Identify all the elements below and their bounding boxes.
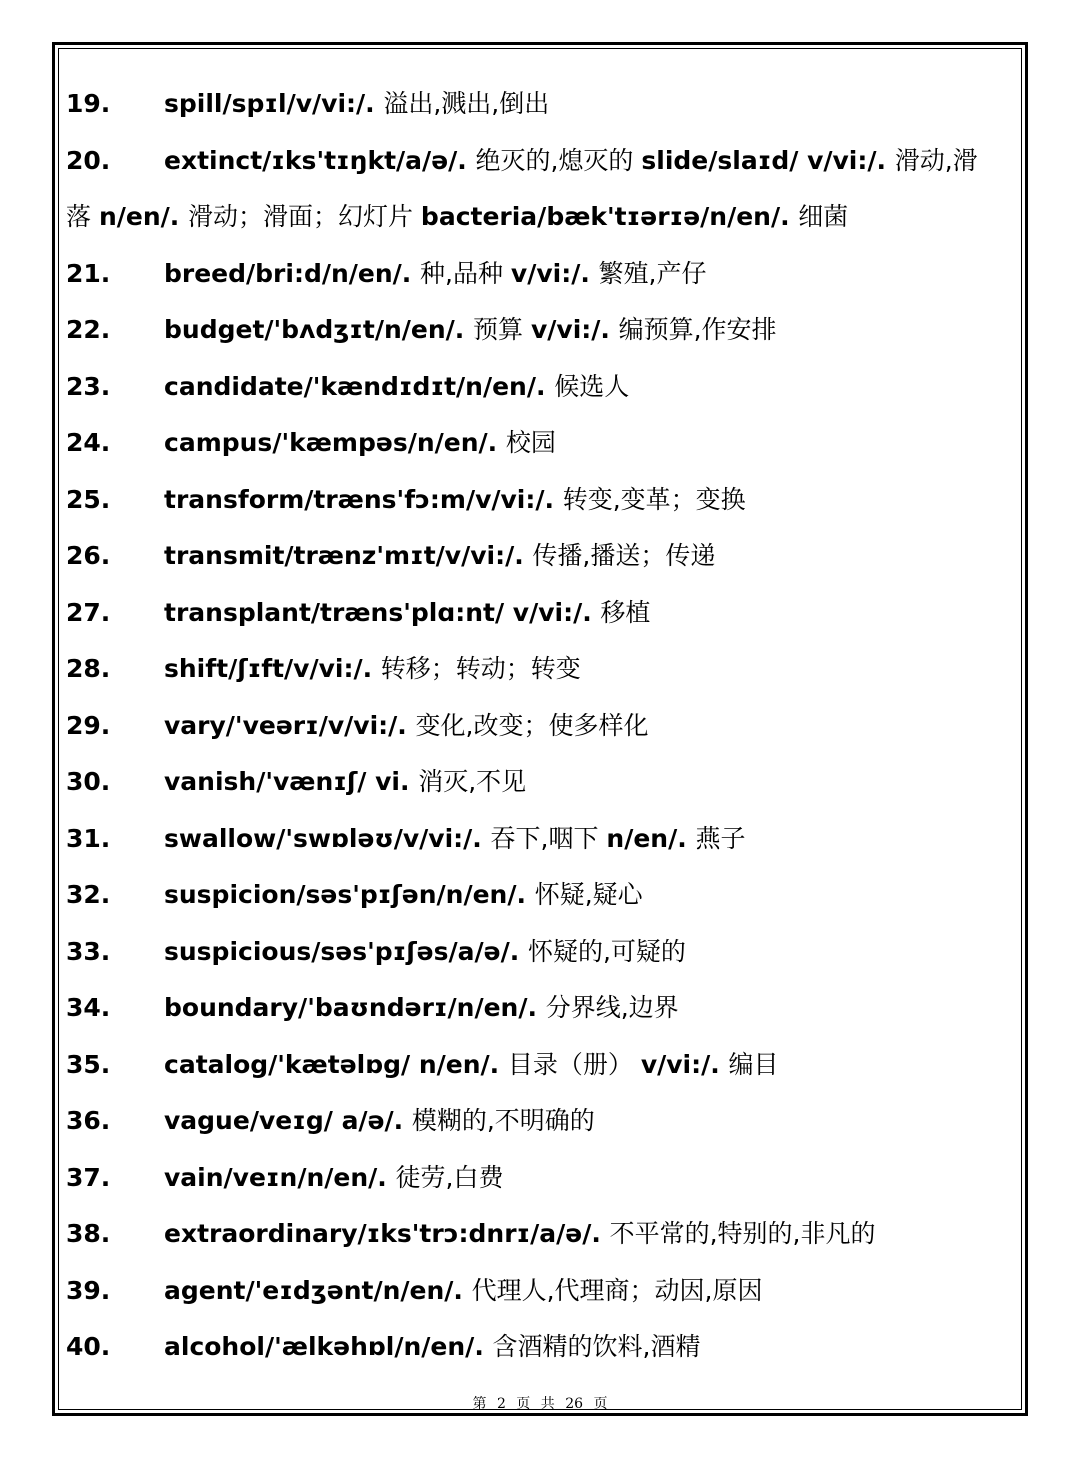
english-term: extraordinary/ɪks'trɔ:dnrɪ/a/ə/. <box>164 1219 610 1248</box>
vocab-row <box>66 1150 1010 1207</box>
entry-text <box>164 472 1010 529</box>
chinese-definition: 燕子 <box>695 823 746 853</box>
entry-number: 36. <box>66 1106 111 1135</box>
vocab-row <box>66 359 1010 416</box>
english-term: budget/'bʌdʒɪt/n/en/. <box>164 315 474 344</box>
chinese-definition: 溢出,溅出,倒出 <box>383 89 550 118</box>
vocab-row <box>66 76 1010 133</box>
chinese-definition: 怀疑,疑心 <box>534 880 643 909</box>
chinese-definition: 变化,改变；使多样化 <box>415 710 649 740</box>
entry-number: 29. <box>66 710 111 740</box>
chinese-definition: 含酒精的饮料,酒精 <box>492 1332 701 1361</box>
english-term: transform/træns'fɔ:m/v/vi:/. <box>164 484 563 514</box>
english-term: candidate/'kændɪdɪt/n/en/. <box>164 371 555 401</box>
chinese-definition: 徒劳,白费 <box>395 1162 504 1192</box>
chinese-definition: 落 <box>66 202 99 231</box>
chinese-definition: 移植 <box>600 597 651 627</box>
chinese-definition: 候选人 <box>554 371 630 401</box>
chinese-definition: 绝灭的,熄灭的 <box>475 145 642 175</box>
vocab-row <box>66 246 1010 303</box>
vocab-row <box>66 811 1010 868</box>
chinese-definition: 模糊的,不明确的 <box>411 1106 595 1135</box>
chinese-definition: 吞下,咽下 <box>490 823 607 853</box>
english-term: agent/'eɪdʒənt/n/en/. <box>164 1275 472 1305</box>
entry-text <box>164 1206 1010 1263</box>
entry-number: 32. <box>66 880 111 909</box>
english-term: vary/'veərɪ/v/vi:/. <box>164 710 416 740</box>
entry-text <box>164 1319 1010 1376</box>
entry-text <box>164 76 1010 133</box>
entry-text <box>164 415 1010 472</box>
chinese-definition: 怀疑的,可疑的 <box>527 936 686 966</box>
entry-text <box>164 1263 1010 1320</box>
chinese-definition: 传播,播送；传递 <box>532 541 716 570</box>
entry-text <box>164 1093 1010 1150</box>
entry-text <box>164 585 1010 642</box>
english-term: boundary/'baʊndərɪ/n/en/. <box>164 993 546 1022</box>
chinese-definition: 繁殖,产仔 <box>598 258 707 288</box>
vocab-row <box>66 302 1010 359</box>
entry-text <box>164 698 1010 755</box>
chinese-definition: 细菌 <box>798 202 849 231</box>
entry-number: 35. <box>66 1049 111 1079</box>
entry-text <box>164 754 1010 811</box>
vocab-row <box>66 1206 1010 1263</box>
english-term: v/vi:/. <box>640 1049 729 1079</box>
english-term: shift/ʃɪft/v/vi:/. <box>164 654 381 683</box>
entry-number: 26. <box>66 541 111 570</box>
english-term: alcohol/'ælkəhɒl/n/en/. <box>164 1332 493 1361</box>
english-term: n/en/. <box>606 823 696 853</box>
entry-text <box>66 189 1010 246</box>
entry-text <box>164 1150 1010 1207</box>
entry-number: 37. <box>66 1162 111 1192</box>
entry-number: 30. <box>66 767 111 796</box>
english-term: breed/bri:d/n/en/. <box>164 258 420 288</box>
vocabulary-list <box>66 76 1010 1376</box>
vocab-row <box>66 1037 1010 1094</box>
entry-number: 24. <box>66 428 111 457</box>
chinese-definition: 滑动；滑面；幻灯片 <box>187 202 421 231</box>
chinese-definition: 滑动,滑 <box>894 145 978 175</box>
english-term: transplant/træns'plɑ:nt/ v/vi:/. <box>164 597 601 627</box>
chinese-definition: 消灭,不见 <box>418 767 527 796</box>
entry-text <box>164 528 1010 585</box>
english-term: extinct/ɪks'tɪŋkt/a/ə/. <box>164 145 476 175</box>
entry-text <box>164 980 1010 1037</box>
vocab-row <box>66 472 1010 529</box>
entry-text <box>164 641 1010 698</box>
entry-text <box>164 359 1010 416</box>
chinese-definition: 目录（册） <box>507 1049 641 1079</box>
vocab-row <box>66 1263 1010 1320</box>
chinese-definition: 分界线,边界 <box>545 993 679 1022</box>
vocab-row <box>66 924 1010 981</box>
chinese-definition: 代理人,代理商；动因,原因 <box>471 1275 763 1305</box>
english-term: vain/veɪn/n/en/. <box>164 1162 396 1192</box>
entry-number: 20. <box>66 145 111 175</box>
vocab-row <box>66 585 1010 642</box>
chinese-definition: 编预算,作安排 <box>618 315 777 344</box>
entry-number: 40. <box>66 1332 111 1361</box>
entry-number: 21. <box>66 258 111 288</box>
english-term: suspicion/səs'pɪʃən/n/en/. <box>164 880 535 909</box>
entry-number: 23. <box>66 371 111 401</box>
entry-text <box>164 811 1010 868</box>
vocab-row <box>66 528 1010 585</box>
entry-number: 39. <box>66 1275 111 1305</box>
entry-number: 28. <box>66 654 111 683</box>
english-term: swallow/'swɒləʊ/v/vi:/. <box>164 823 491 853</box>
vocab-row <box>66 867 1010 924</box>
entry-number: 38. <box>66 1219 111 1248</box>
entry-number: 25. <box>66 484 111 514</box>
vocab-row <box>66 641 1010 698</box>
vocab-row <box>66 415 1010 472</box>
entry-number: 33. <box>66 936 111 966</box>
english-term: bacteria/bæk'tɪərɪə/n/en/. <box>420 202 799 231</box>
vocab-row-continuation <box>66 189 1010 246</box>
english-term: slide/slaɪd/ v/vi:/. <box>641 145 895 175</box>
entry-number: 27. <box>66 597 111 627</box>
english-term: transmit/trænz'mɪt/v/vi:/. <box>164 541 533 570</box>
chinese-definition: 种,品种 <box>420 258 511 288</box>
entry-text <box>164 924 1010 981</box>
chinese-definition: 校园 <box>505 428 556 457</box>
vocab-row <box>66 698 1010 755</box>
english-term: v/vi:/. <box>530 315 619 344</box>
entry-number: 22. <box>66 315 111 344</box>
vocab-row <box>66 980 1010 1037</box>
chinese-definition: 转变,变革；变换 <box>562 484 746 514</box>
chinese-definition: 预算 <box>473 315 531 344</box>
entry-number: 19. <box>66 89 111 118</box>
english-term: v/vi:/. <box>510 258 599 288</box>
entry-number: 31. <box>66 823 111 853</box>
vocab-row <box>66 754 1010 811</box>
entry-text <box>164 246 1010 303</box>
entry-text <box>164 1037 1010 1094</box>
entry-text <box>164 302 1010 359</box>
english-term: catalog/'kætəlɒg/ n/en/. <box>164 1049 508 1079</box>
entry-text <box>164 867 1010 924</box>
chinese-definition: 转移；转动；转变 <box>380 654 581 683</box>
english-term: vanish/'vænɪʃ/ vi. <box>164 767 419 796</box>
vocab-row <box>66 133 1010 190</box>
entry-text <box>164 133 1010 190</box>
vocab-row <box>66 1093 1010 1150</box>
chinese-definition: 不平常的,特别的,非凡的 <box>609 1219 876 1248</box>
vocab-row <box>66 1319 1010 1376</box>
english-term: n/en/. <box>98 202 188 231</box>
entry-number: 34. <box>66 993 111 1022</box>
chinese-definition: 编目 <box>728 1049 779 1079</box>
english-term: campus/'kæmpəs/n/en/. <box>164 428 506 457</box>
english-term: spill/spɪl/v/vi:/. <box>164 89 384 118</box>
english-term: vague/veɪg/ a/ə/. <box>164 1106 412 1135</box>
page-footer: 第 2 页 共 26 页 <box>472 1396 608 1412</box>
english-term: suspicious/səs'pɪʃəs/a/ə/. <box>164 936 528 966</box>
